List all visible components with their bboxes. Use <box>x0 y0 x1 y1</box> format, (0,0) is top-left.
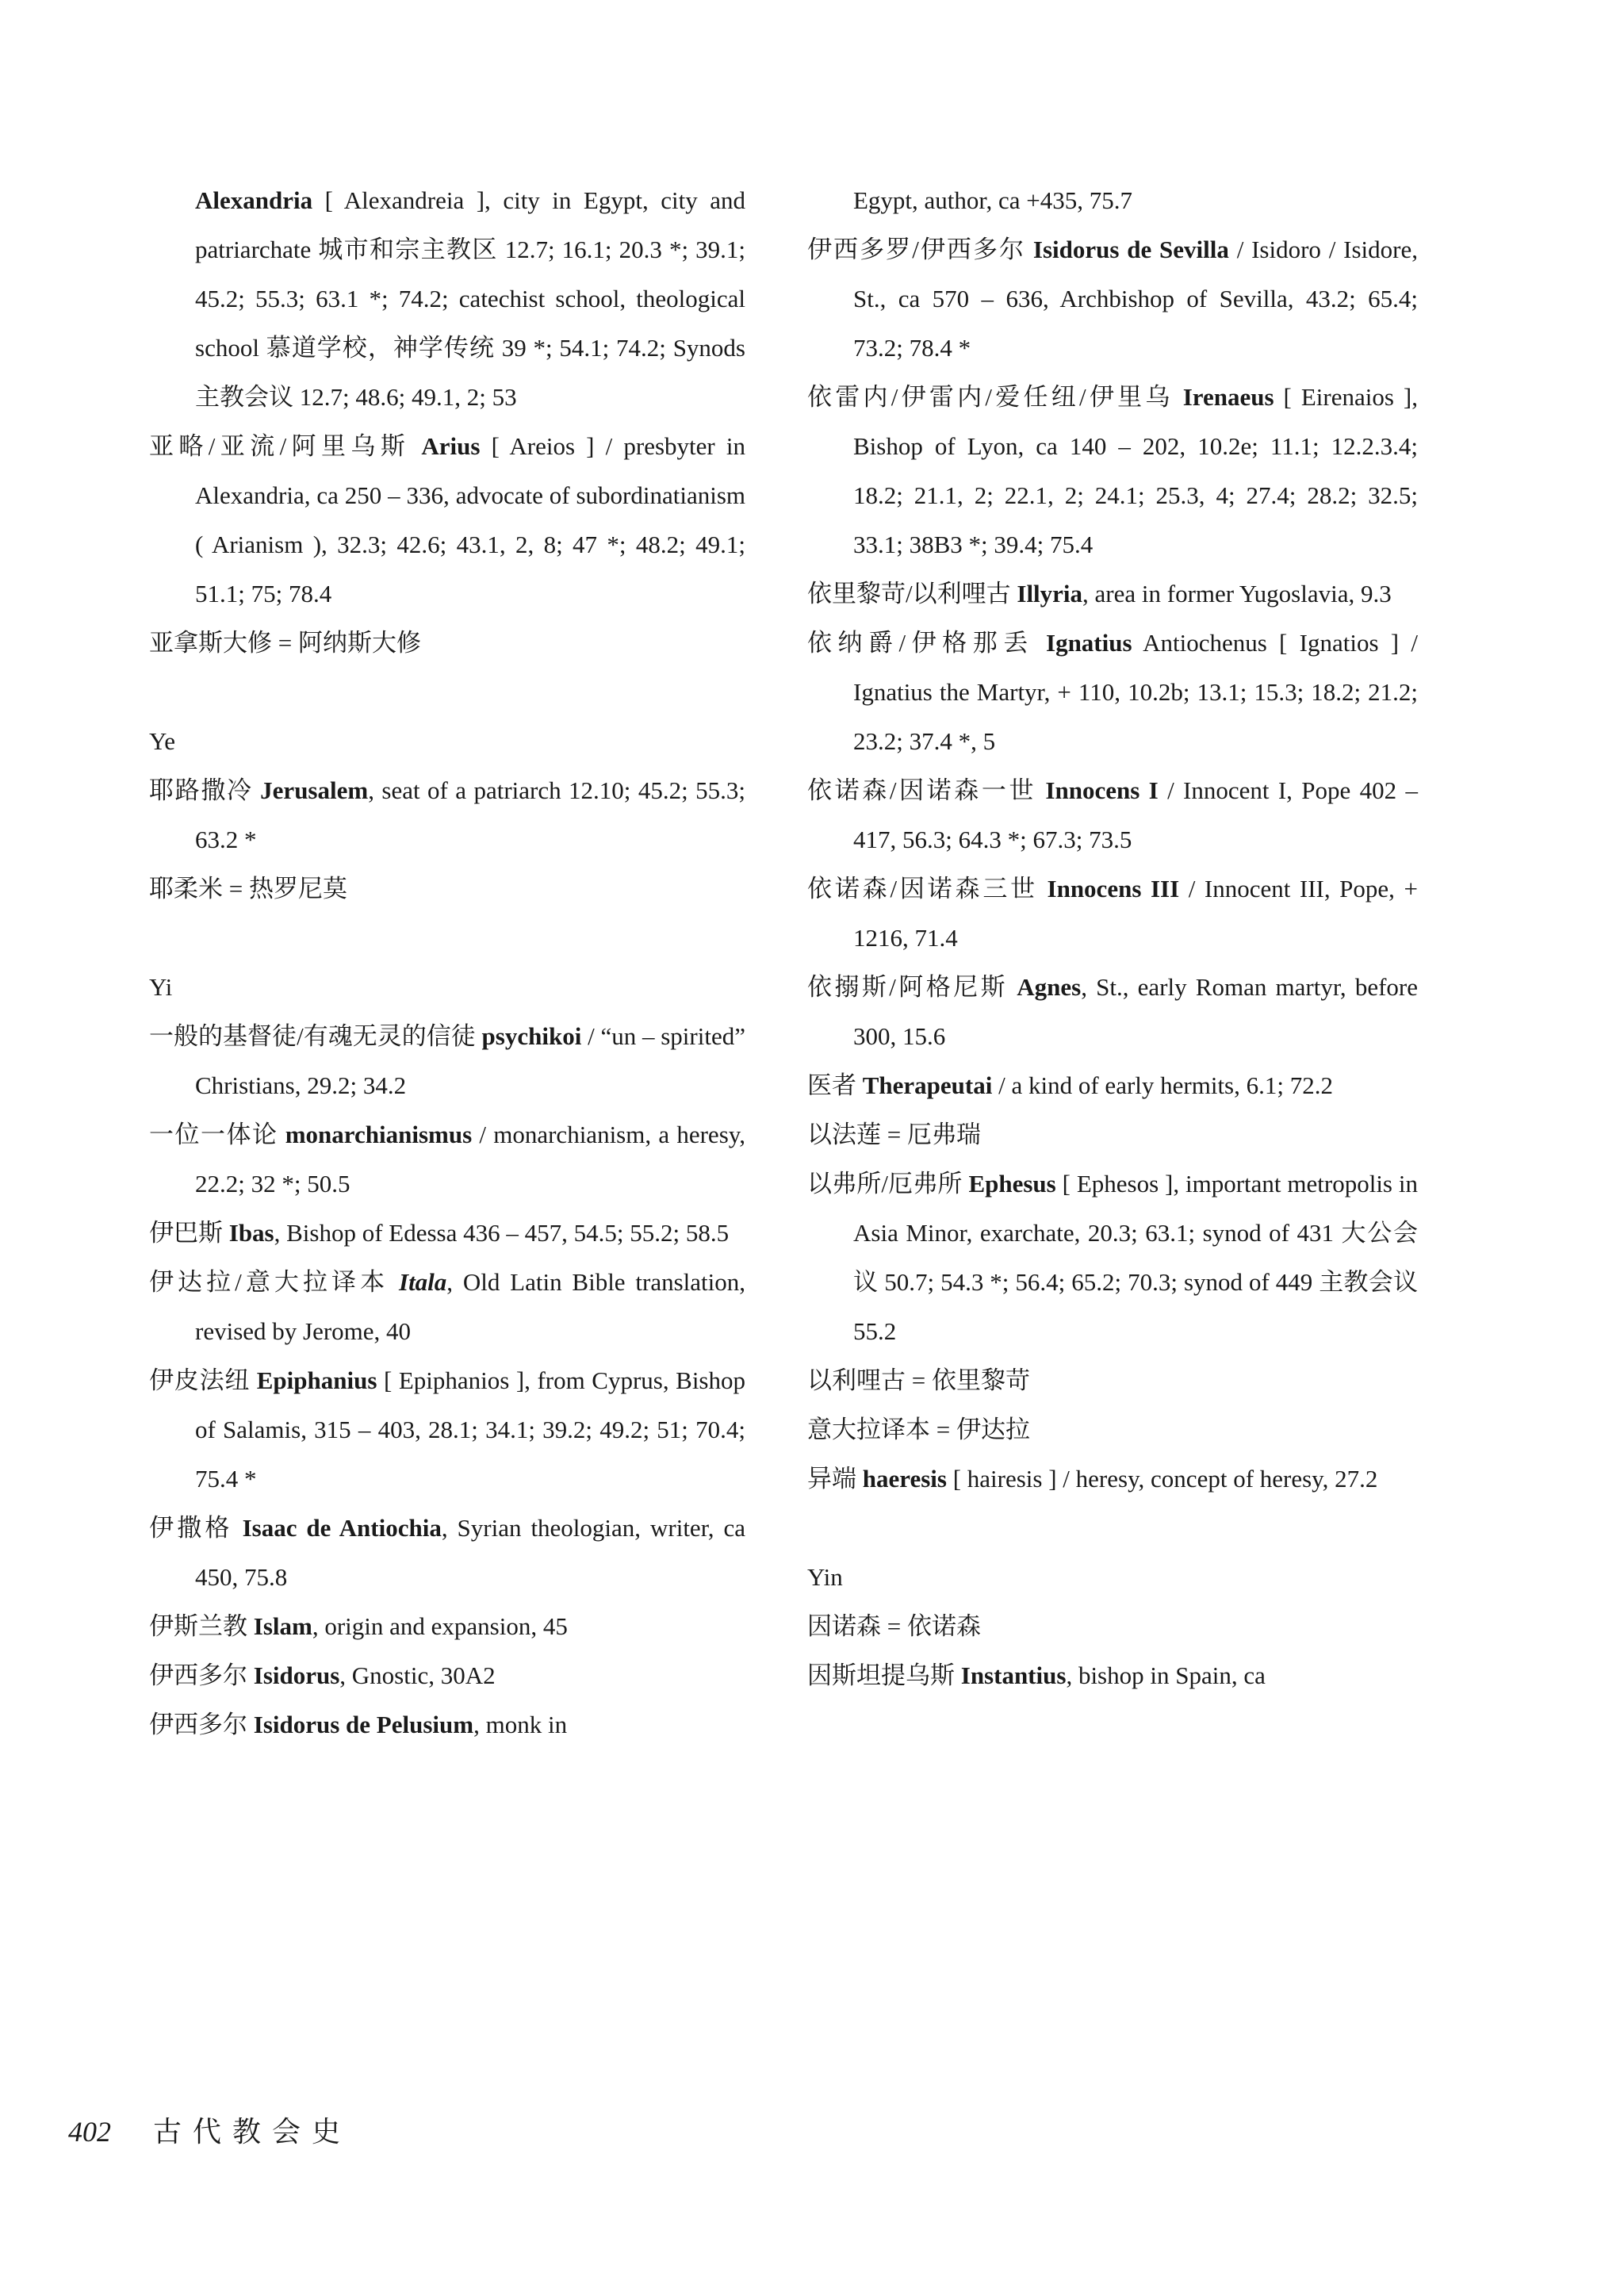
entry-chinese-term: 一位一体论 <box>149 1121 285 1148</box>
book-title: 古代教会史 <box>153 2116 352 2148</box>
index-entry <box>807 1159 1418 1356</box>
entry-chinese-term: 依搦斯/阿格尼斯 <box>807 973 1017 1001</box>
index-entry <box>807 1061 1418 1110</box>
entry-description: , bishop in Spain, ca <box>1066 1661 1266 1689</box>
entry-chinese-term: 亚拿斯大修 = 阿纳斯大修 <box>149 629 421 657</box>
index-entry <box>149 1258 745 1356</box>
entry-headword: Innocens III <box>1047 875 1180 902</box>
entry-chinese-term: 一般的基督徒/有魂无灵的信徒 <box>149 1022 482 1050</box>
entry-description: , Bishop of Edessa 436 – 457, 54.5; 55.2; 58.5 <box>274 1219 730 1247</box>
section-gap <box>807 1504 1418 1553</box>
section-gap <box>149 914 745 963</box>
entry-headword: Instantius <box>960 1661 1067 1689</box>
entry-chinese-term: 伊西多罗/伊西多尔 <box>807 236 1033 263</box>
entry-description: [ Areios ] / presbyter in Alexandria, ca 250 – 336, advocate of subordinatianism ( Arianism ), 32.3; 42.6; 43.1, 2, 8; 47 *; 48.2; 49.1; 51.1; 75; 78.4 <box>195 432 745 607</box>
entry-chinese-term: 以利哩古 = 依里黎苛 <box>807 1366 1030 1394</box>
section-gap <box>149 668 745 717</box>
entry-chinese-term: 伊巴斯 <box>149 1219 229 1247</box>
entry-description: / Innocent I, Pope 402 – 417, 56.3; 64.3 *; 67.3; 73.5 <box>853 776 1418 853</box>
entry-description: , monk in <box>473 1711 568 1738</box>
index-entry <box>807 1602 1418 1651</box>
entry-chinese-term: 依诺森/因诺森一世 <box>807 776 1046 804</box>
entry-description: [ Ephesos ], important metropolis in Asia Minor, exarchate, 20.3; 63.1; synod of 431 大公会议 50.7; 54.3 *; 56.4; 65.2; 70.3; synod of 449 主教会议 55.2 <box>853 1170 1418 1345</box>
entry-description: [ Eirenaios ], Bishop of Lyon, ca 140 – 202, 10.2e; 11.1; 12.2.3.4; 18.2; 21.1, 2; 22.1, 2; 24.1; 25.3, 4; 27.4; 28.2; 32.5; 33.1; 38B3 *; 39.4; 75.4 <box>853 383 1418 558</box>
entry-headword: Jerusalem <box>260 776 369 804</box>
index-entry <box>149 1651 745 1700</box>
entry-headword: Arius <box>421 432 481 460</box>
index-entry <box>149 1012 745 1110</box>
section-heading: Yi <box>149 973 173 1001</box>
entry-chinese-term: 依雷内/伊雷内/爱任纽/伊里乌 <box>807 383 1183 411</box>
entry-chinese-term: 依诺森/因诺森三世 <box>807 875 1048 902</box>
index-entry <box>807 1110 1418 1159</box>
entry-headword: monarchianismus <box>285 1121 473 1148</box>
entry-description: , area in former Yugoslavia, 9.3 <box>1082 580 1392 607</box>
entry-chinese-term: 以法莲 = 厄弗瑞 <box>807 1121 981 1148</box>
entry-headword: Ibas <box>228 1219 274 1247</box>
index-entry <box>149 422 745 619</box>
index-column-right <box>807 176 1418 1700</box>
entry-headword: Isidorus de Sevilla <box>1032 236 1229 263</box>
entry-headword: haeresis <box>862 1465 947 1493</box>
entry-headword: Ephesus <box>968 1170 1056 1198</box>
entry-description: , Syrian theologian, writer, ca 450, 75.8 <box>195 1514 746 1591</box>
index-entry <box>149 1602 745 1651</box>
index-entry <box>807 225 1418 373</box>
entry-description: Egypt, author, ca +435, 75.7 <box>853 186 1133 214</box>
entry-description: / Isidoro / Isidore, St., ca 570 – 636, Archbishop of Sevilla, 43.2; 65.4; 73.2; 78.4 * <box>853 236 1418 362</box>
index-entry <box>149 766 745 864</box>
entry-description: / “un – spirited” Christians, 29.2; 34.2 <box>195 1022 745 1099</box>
entry-chinese-term: 伊斯兰教 <box>149 1612 254 1640</box>
entry-headword: Illyria <box>1017 580 1083 607</box>
section-heading: Yin <box>807 1563 843 1591</box>
entry-headword: Isidorus de Pelusium <box>253 1711 474 1738</box>
index-entry <box>807 373 1418 569</box>
section-heading: Ye <box>149 727 176 755</box>
entry-headword: Irenaeus <box>1182 383 1274 411</box>
entry-chinese-term: 因斯坦提乌斯 <box>807 1661 961 1689</box>
index-entry <box>807 1356 1418 1405</box>
page-footer <box>68 2110 351 2150</box>
entry-chinese-term: 伊西多尔 <box>149 1711 254 1738</box>
entry-headword: Agnes <box>1017 973 1082 1001</box>
entry-description: / a kind of early hermits, 6.1; 72.2 <box>992 1071 1333 1099</box>
entry-headword: Isaac de Antiochia <box>242 1514 442 1542</box>
entry-description: [ Epiphanios ], from Cyprus, Bishop of Salamis, 315 – 403, 28.1; 34.1; 39.2; 49.2; 51; 70.4; 75.4 * <box>195 1366 745 1493</box>
entry-chinese-term: 亚略/亚流/阿里乌斯 <box>149 432 422 460</box>
entry-chinese-term: 医者 <box>807 1071 863 1099</box>
index-entry <box>149 1700 745 1749</box>
entry-headword: Therapeutai <box>862 1071 993 1099</box>
index-entry <box>807 864 1418 963</box>
index-entry <box>807 963 1418 1061</box>
index-entry <box>807 1454 1418 1504</box>
entry-description: [ hairesis ] / heresy, concept of heresy, 27.2 <box>946 1465 1378 1493</box>
index-entry <box>807 1405 1418 1454</box>
index-entry <box>149 176 745 422</box>
entry-headword: psychikoi <box>481 1022 582 1050</box>
entry-headword: Epiphanius <box>256 1366 377 1394</box>
entry-description: Antiochenus [ Ignatios ] / Ignatius the Martyr, + 110, 10.2b; 13.1; 15.3; 18.2; 21.2; 23.2; 37.4 *, 5 <box>853 629 1418 755</box>
entry-description: , origin and expansion, 45 <box>312 1612 568 1640</box>
page-number: 402 <box>68 2116 111 2148</box>
index-entry <box>807 766 1418 864</box>
entry-chinese-term: 因诺森 = 依诺森 <box>807 1612 981 1640</box>
entry-description: , seat of a patriarch 12.10; 45.2; 55.3; 63.2 * <box>195 776 745 853</box>
entry-chinese-term: 依纳爵/伊格那丢 <box>807 629 1046 657</box>
entry-description: / Innocent III, Pope, + 1216, 71.4 <box>853 875 1418 952</box>
index-entry <box>149 1356 745 1504</box>
entry-chinese-term: 耶柔米 = 热罗尼莫 <box>149 875 347 902</box>
index-entry <box>149 1504 745 1602</box>
entry-chinese-term: 以弗所/厄弗所 <box>807 1170 969 1198</box>
entry-chinese-term: 异端 <box>807 1465 863 1493</box>
entry-chinese-term: 伊西多尔 <box>149 1661 254 1689</box>
entry-description: , Gnostic, 30A2 <box>339 1661 496 1689</box>
entry-description: [ Alexandreia ], city in Egypt, city and patriarchate 城市和宗主教区 12.7; 16.1; 20.3 *; 39.1; 45.2; 55.3; 63.1 *; 74.2; catechist school, theological school 慕道学校，神学传统 39 *; 54.1; 74.2; Synods 主教会议 12.7; 48.6; 49.1, 2; 53 <box>195 186 745 411</box>
index-entry <box>149 1110 745 1209</box>
entry-description: / monarchianism, a heresy, 22.2; 32 *; 50.5 <box>195 1121 745 1198</box>
entry-description: , Old Latin Bible translation, revised by Jerome, 40 <box>195 1268 745 1345</box>
index-entry <box>149 864 745 914</box>
entry-headword: Alexandria <box>195 186 313 214</box>
index-column-left <box>149 176 745 1749</box>
index-entry <box>807 619 1418 766</box>
index-entry <box>807 176 1418 225</box>
index-entry <box>149 1209 745 1258</box>
entry-headword: Ignatius <box>1046 629 1132 657</box>
entry-chinese-term: 耶路撒冷 <box>149 776 261 804</box>
entry-chinese-term: 依里黎苛/以利哩古 <box>807 580 1017 607</box>
entry-chinese-term: 伊达拉/意大拉译本 <box>149 1268 399 1296</box>
index-entry <box>807 569 1418 619</box>
entry-description: , St., early Roman martyr, before 300, 15.6 <box>853 973 1418 1050</box>
entry-headword: Innocens I <box>1045 776 1159 804</box>
entry-chinese-term: 意大拉译本 = 伊达拉 <box>807 1416 1030 1443</box>
index-entry <box>807 1651 1418 1700</box>
index-entry <box>149 619 745 668</box>
entry-chinese-term: 伊撒格 <box>149 1514 243 1542</box>
entry-headword: Isidorus <box>253 1661 340 1689</box>
entry-headword-italic: Itala <box>399 1268 447 1296</box>
entry-headword: Islam <box>253 1612 312 1640</box>
entry-chinese-term: 伊皮法纽 <box>149 1366 257 1394</box>
